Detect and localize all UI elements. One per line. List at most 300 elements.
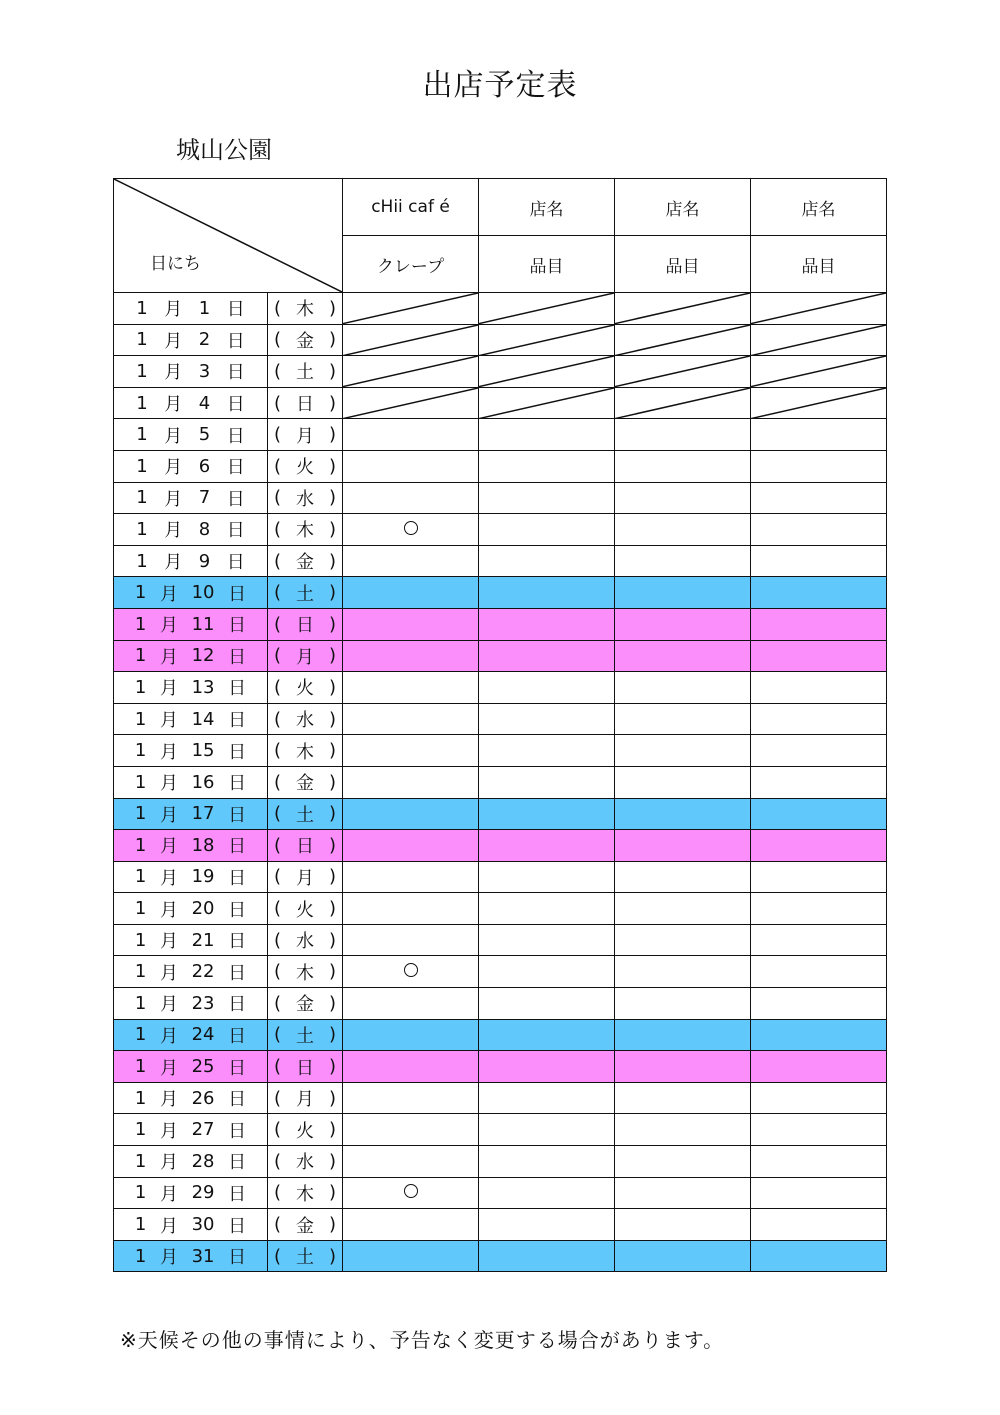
- month-number: 1: [134, 582, 147, 604]
- day-char: 日: [226, 299, 245, 321]
- shop-schedule-cell[interactable]: [615, 1240, 751, 1272]
- date-cell: [114, 893, 268, 925]
- shop-schedule-cell[interactable]: [479, 1240, 615, 1272]
- shop-schedule-cell[interactable]: [751, 482, 887, 514]
- shop-schedule-cell[interactable]: [343, 324, 479, 356]
- month-char: 月: [159, 1089, 178, 1111]
- shop-schedule-cell[interactable]: [479, 988, 615, 1020]
- shop-schedule-cell[interactable]: [479, 387, 615, 419]
- schedule-row: [114, 703, 887, 735]
- shop-schedule-cell[interactable]: [343, 703, 479, 735]
- shop-schedule-cell[interactable]: [615, 735, 751, 767]
- shop-schedule-cell[interactable]: [751, 924, 887, 956]
- month-char: 月: [159, 1057, 178, 1079]
- shop-schedule-cell[interactable]: [479, 356, 615, 388]
- shop-schedule-cell[interactable]: [751, 1146, 887, 1178]
- day-number: 14: [191, 708, 215, 730]
- shop-schedule-cell[interactable]: [479, 640, 615, 672]
- month-number: 1: [134, 1214, 147, 1236]
- shop-schedule-cell[interactable]: [479, 608, 615, 640]
- month-number: 1: [134, 676, 147, 698]
- shop-schedule-cell[interactable]: [615, 766, 751, 798]
- shop-item: 品目: [615, 236, 751, 293]
- date-cell: [114, 1114, 268, 1146]
- paren-close: ): [328, 1087, 336, 1109]
- date-cell: [114, 861, 268, 893]
- shop-schedule-cell[interactable]: [343, 798, 479, 830]
- weekday-label: 土: [296, 804, 314, 826]
- shop-schedule-cell[interactable]: [615, 988, 751, 1020]
- shop-schedule-cell[interactable]: [479, 893, 615, 925]
- day-char: 日: [228, 867, 247, 889]
- month-char: 月: [159, 678, 178, 700]
- shop-schedule-cell[interactable]: [343, 861, 479, 893]
- weekday-label: 金: [296, 1215, 314, 1237]
- month-char: 月: [164, 552, 183, 574]
- day-number: 24: [191, 1024, 215, 1046]
- shop-schedule-cell[interactable]: [615, 893, 751, 925]
- month-char: 月: [159, 931, 178, 953]
- shop-schedule-cell[interactable]: [751, 324, 887, 356]
- paren-close: ): [328, 834, 336, 856]
- shop-schedule-cell[interactable]: [751, 861, 887, 893]
- month-number: 1: [134, 771, 147, 793]
- weekday-cell: [268, 735, 343, 767]
- shop-schedule-cell[interactable]: [479, 545, 615, 577]
- shop-schedule-cell[interactable]: [343, 893, 479, 925]
- weekday-label: 月: [296, 425, 314, 447]
- shop-schedule-cell[interactable]: [615, 419, 751, 451]
- month-number: 1: [134, 834, 147, 856]
- shop-schedule-cell[interactable]: [751, 608, 887, 640]
- weekday-cell: [268, 988, 343, 1020]
- shop-schedule-cell[interactable]: [343, 988, 479, 1020]
- month-number: 1: [134, 1024, 147, 1046]
- weekday-cell: [268, 766, 343, 798]
- not-applicable-slash: [343, 325, 478, 356]
- not-applicable-slash: [343, 356, 478, 387]
- shop-schedule-cell[interactable]: [615, 324, 751, 356]
- shop-schedule-cell[interactable]: [751, 1082, 887, 1114]
- paren-open: (: [274, 1214, 282, 1236]
- weekday-label: 火: [296, 678, 314, 700]
- shop-schedule-cell[interactable]: [751, 735, 887, 767]
- shop-schedule-cell[interactable]: [479, 293, 615, 325]
- shop-schedule-cell[interactable]: [615, 672, 751, 704]
- shop-schedule-cell[interactable]: [479, 577, 615, 609]
- weekday-label: 日: [296, 1057, 314, 1079]
- paren-close: ): [328, 961, 336, 983]
- shop-schedule-cell[interactable]: [343, 482, 479, 514]
- paren-open: (: [274, 455, 282, 477]
- open-circle-icon: [404, 521, 418, 535]
- shop-schedule-cell[interactable]: [751, 577, 887, 609]
- not-applicable-slash: [751, 325, 886, 356]
- day-char: 日: [226, 552, 245, 574]
- weekday-label: 火: [296, 899, 314, 921]
- shop-schedule-cell[interactable]: [343, 1177, 479, 1209]
- shop-schedule-cell[interactable]: [479, 324, 615, 356]
- shop-schedule-cell[interactable]: [751, 766, 887, 798]
- shop-schedule-cell[interactable]: [479, 766, 615, 798]
- shop-schedule-cell[interactable]: [751, 1019, 887, 1051]
- shop-schedule-cell[interactable]: [479, 798, 615, 830]
- schedule-row: [114, 1114, 887, 1146]
- day-char: 日: [226, 362, 245, 384]
- shop-schedule-cell[interactable]: [479, 672, 615, 704]
- day-number: 15: [191, 740, 215, 762]
- schedule-row: [114, 324, 887, 356]
- weekday-label: 火: [296, 1120, 314, 1142]
- shop-schedule-cell[interactable]: [479, 1019, 615, 1051]
- shop-schedule-cell[interactable]: [343, 924, 479, 956]
- shop-schedule-cell[interactable]: [343, 1240, 479, 1272]
- shop-schedule-cell[interactable]: [343, 735, 479, 767]
- weekday-cell: [268, 419, 343, 451]
- date-cell: [114, 1177, 268, 1209]
- paren-open: (: [274, 1182, 282, 1204]
- paren-close: ): [328, 866, 336, 888]
- shop-schedule-cell[interactable]: [751, 419, 887, 451]
- date-header-label: 日にち: [150, 254, 201, 274]
- shop-schedule-cell[interactable]: [751, 450, 887, 482]
- day-number: 3: [198, 360, 211, 382]
- schedule-row: [114, 419, 887, 451]
- paren-open: (: [274, 645, 282, 667]
- paren-close: ): [328, 487, 336, 509]
- day-number: 23: [191, 992, 215, 1014]
- date-cell: [114, 545, 268, 577]
- not-applicable-slash: [615, 388, 750, 419]
- shop-schedule-cell[interactable]: [615, 956, 751, 988]
- month-char: 月: [159, 773, 178, 795]
- weekday-label: 月: [296, 867, 314, 889]
- shop-schedule-cell[interactable]: [615, 924, 751, 956]
- shop-schedule-cell[interactable]: [343, 450, 479, 482]
- day-number: 27: [191, 1119, 215, 1141]
- day-number: 2: [198, 329, 211, 351]
- shop-schedule-cell[interactable]: [751, 893, 887, 925]
- paren-open: (: [274, 866, 282, 888]
- month-char: 月: [164, 362, 183, 384]
- weekday-cell: [268, 861, 343, 893]
- weekday-cell: [268, 956, 343, 988]
- shop-schedule-cell[interactable]: [479, 703, 615, 735]
- shop-schedule-cell[interactable]: [343, 640, 479, 672]
- shop-schedule-cell[interactable]: [751, 1051, 887, 1083]
- shop-schedule-cell[interactable]: [479, 924, 615, 956]
- shop-schedule-cell[interactable]: [615, 1019, 751, 1051]
- date-cell: [114, 608, 268, 640]
- shop-name: cHii caf é: [343, 179, 479, 236]
- paren-open: (: [274, 1056, 282, 1078]
- shop-schedule-cell[interactable]: [615, 830, 751, 862]
- month-char: 月: [159, 836, 178, 858]
- shop-schedule-cell[interactable]: [479, 1146, 615, 1178]
- day-number: 26: [191, 1087, 215, 1109]
- paren-close: ): [328, 1182, 336, 1204]
- shop-schedule-cell[interactable]: [615, 514, 751, 546]
- shop-schedule-cell[interactable]: [343, 387, 479, 419]
- shop-schedule-cell[interactable]: [479, 1209, 615, 1241]
- weekday-cell: [268, 1051, 343, 1083]
- paren-open: (: [274, 424, 282, 446]
- shop-schedule-cell[interactable]: [343, 514, 479, 546]
- shop-schedule-cell[interactable]: [615, 482, 751, 514]
- shop-schedule-cell[interactable]: [615, 577, 751, 609]
- shop-schedule-cell[interactable]: [751, 1209, 887, 1241]
- paren-close: ): [328, 455, 336, 477]
- shop-schedule-cell[interactable]: [615, 356, 751, 388]
- day-char: 日: [226, 394, 245, 416]
- not-applicable-slash: [343, 293, 478, 324]
- month-char: 月: [159, 1183, 178, 1205]
- shop-schedule-cell[interactable]: [615, 640, 751, 672]
- paren-open: (: [274, 992, 282, 1014]
- shop-schedule-cell[interactable]: [479, 514, 615, 546]
- not-applicable-slash: [479, 388, 614, 419]
- not-applicable-slash: [615, 325, 750, 356]
- paren-close: ): [328, 424, 336, 446]
- day-char: 日: [226, 457, 245, 479]
- month-char: 月: [159, 962, 178, 984]
- schedule-row: [114, 1240, 887, 1272]
- month-char: 月: [164, 394, 183, 416]
- weekday-label: 月: [296, 1089, 314, 1111]
- shop-schedule-cell[interactable]: [751, 672, 887, 704]
- shop-schedule-cell[interactable]: [751, 830, 887, 862]
- shop-schedule-cell[interactable]: [751, 293, 887, 325]
- paren-open: (: [274, 613, 282, 635]
- paren-open: (: [274, 1245, 282, 1267]
- shop-schedule-cell[interactable]: [479, 1177, 615, 1209]
- location-name: 城山公園: [176, 136, 272, 164]
- shop-schedule-cell[interactable]: [615, 1209, 751, 1241]
- shop-schedule-cell[interactable]: [615, 387, 751, 419]
- weekday-label: 火: [296, 457, 314, 479]
- shop-schedule-cell[interactable]: [343, 1051, 479, 1083]
- shop-schedule-cell[interactable]: [343, 830, 479, 862]
- weekday-label: 木: [296, 299, 314, 321]
- shop-schedule-cell[interactable]: [615, 608, 751, 640]
- shop-schedule-cell[interactable]: [343, 766, 479, 798]
- date-cell: [114, 1240, 268, 1272]
- shop-schedule-cell[interactable]: [751, 1114, 887, 1146]
- schedule-table: [113, 178, 887, 1272]
- paren-open: (: [274, 550, 282, 572]
- month-number: 1: [134, 803, 147, 825]
- shop-schedule-cell[interactable]: [751, 798, 887, 830]
- weekday-cell: [268, 924, 343, 956]
- day-number: 12: [191, 645, 215, 667]
- shop-item: 品目: [751, 236, 887, 293]
- weekday-label: 日: [296, 394, 314, 416]
- shop-name: 店名: [615, 179, 751, 236]
- shop-schedule-cell[interactable]: [343, 672, 479, 704]
- paren-open: (: [274, 898, 282, 920]
- month-char: 月: [159, 899, 178, 921]
- shop-name: 店名: [479, 179, 615, 236]
- weekday-cell: [268, 1082, 343, 1114]
- month-number: 1: [136, 297, 148, 319]
- shop-schedule-cell[interactable]: [615, 293, 751, 325]
- paren-open: (: [274, 329, 282, 351]
- shop-schedule-cell[interactable]: [479, 450, 615, 482]
- month-number: 1: [134, 929, 147, 951]
- month-char: 月: [159, 994, 178, 1016]
- weekday-label: 水: [296, 488, 314, 510]
- schedule-row: [114, 1051, 887, 1083]
- shop-item: クレープ: [343, 236, 479, 293]
- weekday-label: 水: [296, 931, 314, 953]
- shop-schedule-cell[interactable]: [615, 1082, 751, 1114]
- month-char: 月: [164, 425, 183, 447]
- day-char: 日: [228, 678, 247, 700]
- month-number: 1: [134, 1182, 147, 1204]
- shop-schedule-cell[interactable]: [751, 514, 887, 546]
- paren-close: ): [328, 297, 336, 319]
- paren-open: (: [274, 740, 282, 762]
- day-number: 13: [191, 676, 215, 698]
- schedule-row: [114, 514, 887, 546]
- paren-close: ): [328, 740, 336, 762]
- shop-schedule-cell[interactable]: [751, 1177, 887, 1209]
- shop-schedule-cell[interactable]: [479, 861, 615, 893]
- month-char: 月: [159, 1247, 178, 1269]
- weekday-cell: [268, 1146, 343, 1178]
- schedule-row: [114, 577, 887, 609]
- date-cell: [114, 293, 268, 325]
- weekday-label: 金: [296, 552, 314, 574]
- weekday-label: 水: [296, 710, 314, 732]
- weekday-cell: [268, 1019, 343, 1051]
- month-number: 1: [134, 1245, 147, 1267]
- shop-schedule-cell[interactable]: [751, 1240, 887, 1272]
- paren-open: (: [274, 1119, 282, 1141]
- shop-schedule-cell[interactable]: [343, 608, 479, 640]
- paren-open: (: [274, 518, 282, 540]
- month-number: 1: [134, 708, 147, 730]
- paren-close: ): [328, 1150, 336, 1172]
- shop-schedule-cell[interactable]: [479, 419, 615, 451]
- day-number: 19: [191, 866, 215, 888]
- weekday-cell: [268, 545, 343, 577]
- shop-schedule-cell[interactable]: [751, 956, 887, 988]
- month-char: 月: [164, 520, 183, 542]
- day-char: 日: [226, 520, 245, 542]
- weekday-cell: [268, 387, 343, 419]
- shop-schedule-cell[interactable]: [751, 387, 887, 419]
- shop-schedule-cell[interactable]: [615, 798, 751, 830]
- shop-schedule-cell[interactable]: [343, 419, 479, 451]
- shop-schedule-cell[interactable]: [751, 988, 887, 1020]
- shop-schedule-cell[interactable]: [615, 703, 751, 735]
- shop-schedule-cell[interactable]: [615, 545, 751, 577]
- weekday-cell: [268, 830, 343, 862]
- shop-schedule-cell[interactable]: [751, 356, 887, 388]
- shop-schedule-cell[interactable]: [479, 482, 615, 514]
- day-char: 日: [228, 836, 247, 858]
- shop-schedule-cell[interactable]: [479, 735, 615, 767]
- date-cell: [114, 830, 268, 862]
- shop-schedule-cell[interactable]: [615, 1051, 751, 1083]
- shop-schedule-cell[interactable]: [615, 861, 751, 893]
- paren-close: ): [328, 1119, 336, 1141]
- shop-schedule-cell[interactable]: [343, 1146, 479, 1178]
- weekday-cell: [268, 324, 343, 356]
- shop-schedule-cell[interactable]: [479, 956, 615, 988]
- day-char: 日: [228, 1247, 247, 1269]
- paren-close: ): [328, 1056, 336, 1078]
- paren-open: (: [274, 676, 282, 698]
- date-cell: [114, 672, 268, 704]
- page-title: 出店予定表: [422, 68, 578, 103]
- shop-schedule-cell[interactable]: [615, 1177, 751, 1209]
- day-number: 5: [198, 424, 211, 446]
- weekday-cell: [268, 1240, 343, 1272]
- paren-open: (: [274, 834, 282, 856]
- shop-schedule-cell[interactable]: [751, 545, 887, 577]
- shop-schedule-cell[interactable]: [343, 356, 479, 388]
- day-char: 日: [228, 1025, 247, 1047]
- weekday-cell: [268, 893, 343, 925]
- shop-schedule-cell[interactable]: [479, 830, 615, 862]
- shop-schedule-cell[interactable]: [615, 1114, 751, 1146]
- schedule-row: [114, 893, 887, 925]
- date-cell: [114, 1209, 268, 1241]
- month-number: 1: [134, 961, 147, 983]
- weekday-label: 土: [296, 583, 314, 605]
- paren-close: ): [328, 1214, 336, 1236]
- day-char: 日: [228, 1057, 247, 1079]
- date-cell: [114, 988, 268, 1020]
- shop-schedule-cell[interactable]: [615, 450, 751, 482]
- day-char: 日: [228, 962, 247, 984]
- day-char: 日: [228, 741, 247, 763]
- schedule-row: [114, 672, 887, 704]
- shop-schedule-cell[interactable]: [343, 293, 479, 325]
- shop-schedule-cell[interactable]: [343, 1209, 479, 1241]
- shop-schedule-cell[interactable]: [479, 1051, 615, 1083]
- paren-close: ): [328, 392, 336, 414]
- shop-schedule-cell[interactable]: [343, 1082, 479, 1114]
- shop-schedule-cell[interactable]: [751, 703, 887, 735]
- shop-schedule-cell[interactable]: [615, 1146, 751, 1178]
- shop-schedule-cell[interactable]: [343, 1019, 479, 1051]
- shop-schedule-cell[interactable]: [343, 956, 479, 988]
- shop-schedule-cell[interactable]: [479, 1114, 615, 1146]
- shop-schedule-cell[interactable]: [343, 1114, 479, 1146]
- schedule-row: [114, 293, 887, 325]
- shop-schedule-cell[interactable]: [479, 1082, 615, 1114]
- schedule-row: [114, 798, 887, 830]
- month-number: 1: [134, 992, 147, 1014]
- schedule-row: [114, 608, 887, 640]
- date-cell: [114, 1051, 268, 1083]
- not-applicable-slash: [751, 388, 886, 419]
- date-cell: [114, 356, 268, 388]
- shop-schedule-cell[interactable]: [343, 577, 479, 609]
- not-applicable-slash: [479, 293, 614, 324]
- paren-close: ): [328, 582, 336, 604]
- shop-schedule-cell[interactable]: [343, 545, 479, 577]
- shop-schedule-cell[interactable]: [751, 640, 887, 672]
- weekday-label: 木: [296, 520, 314, 542]
- schedule-row: [114, 988, 887, 1020]
- schedule-row: [114, 735, 887, 767]
- date-cell: [114, 514, 268, 546]
- weekday-cell: [268, 1114, 343, 1146]
